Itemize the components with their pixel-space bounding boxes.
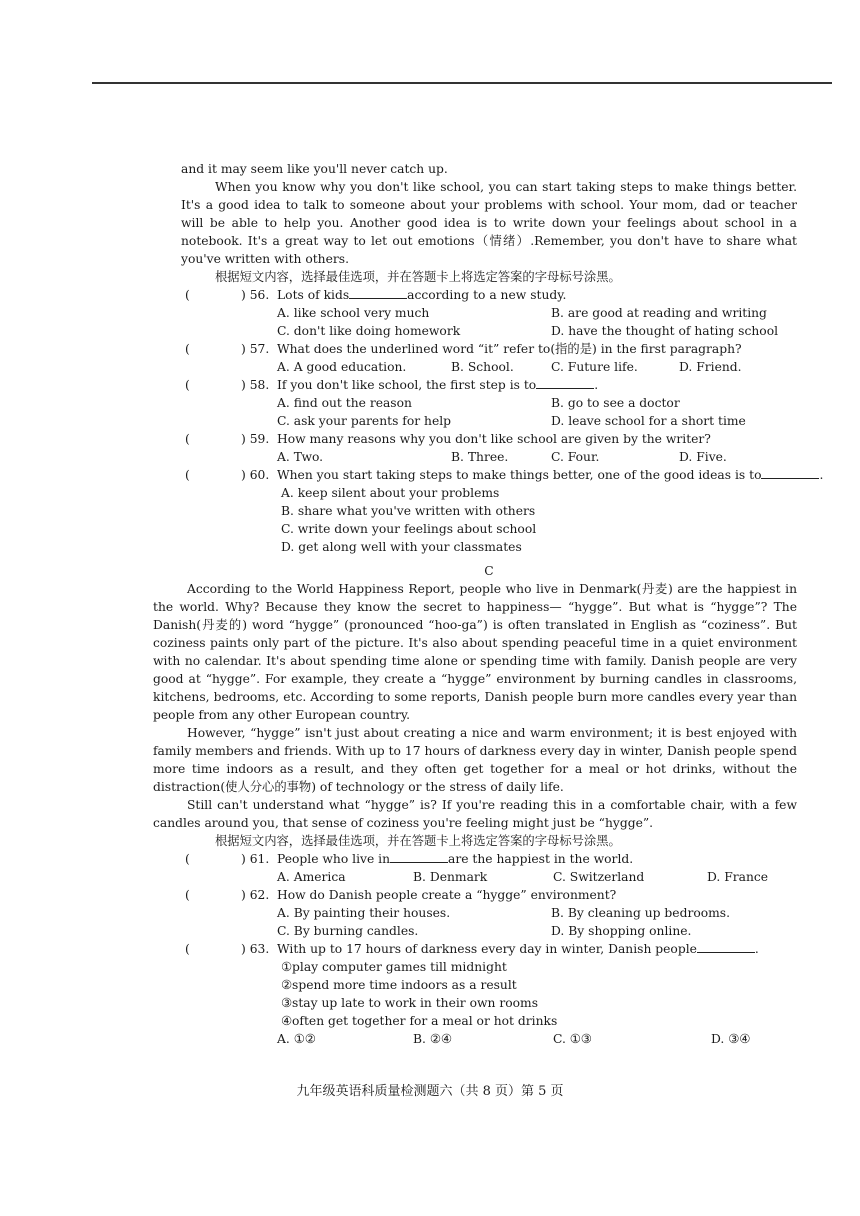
option-a: A. find out the reason: [277, 396, 412, 410]
option-b: B. School.: [451, 360, 514, 374]
question-stem: If you don't like school, the first step is to .: [277, 378, 599, 392]
question-number: ) 60.: [241, 468, 270, 482]
question-stem: What does the underlined word “it” refer to(指的是) in the first paragraph?: [277, 342, 742, 356]
options-58-row1: [181, 394, 797, 412]
option-c: C. ①③: [553, 1032, 592, 1046]
question-number: ) 63.: [241, 942, 270, 956]
answer-paren: (: [185, 852, 190, 866]
options-61: [181, 868, 797, 886]
option-b: B. Three.: [451, 450, 509, 464]
option-c: C. Switzerland: [553, 870, 645, 884]
answer-blank: [349, 286, 407, 299]
question-57: [181, 340, 797, 358]
options-62-row1: [181, 904, 797, 922]
option-a: A. Two.: [277, 450, 324, 464]
question-number: ) 56.: [241, 288, 270, 302]
sub-option-2: ②spend more time indoors as a result: [281, 978, 517, 992]
question-number: ) 57.: [241, 342, 270, 356]
option-d: D. get along well with your classmates: [281, 540, 522, 554]
option-c: C. By burning candles.: [277, 924, 419, 938]
answer-paren: (: [185, 432, 190, 446]
question-61: [181, 850, 797, 868]
page-content: [153, 160, 824, 1048]
instruction-c: 根据短文内容，选择最佳选项，并在答题卡上将选定答案的字母标号涂黑。: [215, 834, 621, 848]
question-62: [181, 886, 797, 904]
question-stem: With up to 17 hours of darkness every day in winter, Danish people .: [277, 942, 759, 956]
answer-paren: (: [185, 888, 190, 902]
sub-option-4: ④often get together for a meal or hot drinks: [281, 1014, 558, 1028]
sub-option-3: ③stay up late to work in their own rooms: [281, 996, 539, 1010]
answer-blank: [761, 466, 819, 479]
answer-paren: (: [185, 378, 190, 392]
instruction-b: 根据短文内容，选择最佳选项，并在答题卡上将选定答案的字母标号涂黑。: [215, 270, 621, 284]
page-footer: 九年级英语科质量检测题六（共 8 页）第 5 页: [296, 1084, 564, 1099]
option-d: D. France: [707, 870, 769, 884]
options-56-row2: [181, 322, 797, 340]
options-62-row2: [181, 922, 797, 940]
option-c: C. ask your parents for help: [277, 414, 452, 428]
answer-paren: (: [185, 468, 190, 482]
option-b: B. By cleaning up bedrooms.: [551, 906, 731, 920]
passage-c-paragraph-3: Still can't understand what “hygge” is? If you're reading this in a comfortable chair, with a few candles around you, that sense of coziness you're feeling might just be “hygge”.: [153, 798, 797, 830]
sub-option-1: ①play computer games till midnight: [281, 960, 507, 974]
option-c: C. Four.: [551, 450, 600, 464]
answer-paren: (: [185, 342, 190, 356]
option-b: B. go to see a doctor: [551, 396, 680, 410]
question-stem: People who live in are the happiest in the world.: [277, 852, 634, 866]
answer-paren: (: [185, 288, 190, 302]
option-d: D. By shopping online.: [551, 924, 692, 938]
question-stem: How do Danish people create a “hygge” environment?: [277, 888, 617, 902]
option-a: A. ①②: [277, 1032, 316, 1046]
option-b: B. are good at reading and writing: [551, 306, 767, 320]
answer-paren: (: [185, 942, 190, 956]
option-a: A. A good education.: [277, 360, 407, 374]
question-63: [181, 940, 797, 958]
option-d: D. Friend.: [679, 360, 742, 374]
option-b: B. Denmark: [413, 870, 488, 884]
question-number: ) 61.: [241, 852, 270, 866]
question-stem: Lots of kids according to a new study.: [277, 288, 567, 302]
question-number: ) 62.: [241, 888, 270, 902]
passage-c-paragraph-2: However, “hygge” isn't just about creating a nice and warm environment; it is best enjoyed with family members and friends. With up to 17 hours of darkness every day in winter, Danish people spend more time indoors as a result, and they often get together for a meal or hot drinks, without the distraction(使人分心的事物) of technology or the stress of daily life.: [153, 726, 797, 794]
option-a: A. By painting their houses.: [277, 906, 451, 920]
option-a: A. like school very much: [277, 306, 430, 320]
top-rule: [92, 82, 832, 84]
question-60: [181, 466, 824, 484]
options-57: [181, 358, 797, 376]
option-c: C. Future life.: [551, 360, 638, 374]
option-b: B. share what you've written with others: [281, 504, 536, 518]
question-stem: How many reasons why you don't like school are given by the writer?: [277, 432, 711, 446]
option-b: B. ②④: [413, 1032, 452, 1046]
option-d: D. have the thought of hating school: [551, 324, 779, 338]
question-number: ) 59.: [241, 432, 270, 446]
passage-c: [153, 580, 797, 832]
option-d: D. Five.: [679, 450, 727, 464]
question-58: [181, 376, 797, 394]
options-59: [181, 448, 797, 466]
options-58-row2: [181, 412, 797, 430]
option-d: D. ③④: [711, 1032, 751, 1046]
option-d: D. leave school for a short time: [551, 414, 746, 428]
answer-blank: [697, 940, 755, 953]
answer-blank: [536, 376, 594, 389]
passage-c-paragraph-1: According to the World Happiness Report, people who live in Denmark(丹麦) are the happiest in the world. Why? Because they know the secret to happiness— “hygge”. But what is “hygge”? The Danish(丹麦的) word “hygge” (pronounced “hoo-ga”) is often translated in English as “coziness”. But coziness paints only part of the picture. It's also about spending peaceful time in a quiet environment with no calendar. It's about spending time alone or spending time with family. Danish people are very good at “hygge”. For example, they create a “hygge” environment by burning candles in classrooms, kitchens, bedrooms, etc. According to some reports, Danish people burn more candles every year than people from any other European country.: [153, 582, 797, 722]
answer-blank: [390, 850, 448, 863]
option-c: C. don't like doing homework: [277, 324, 461, 338]
question-56: [181, 286, 797, 304]
intro-line: and it may seem like you'll never catch up.: [181, 162, 448, 176]
passage-b-paragraph: When you know why you don't like school, you can start taking steps to make things better. It's a good idea to talk to someone about your problems with school. Your mom, dad or teacher will be able to help you. Another good idea is to write down your feelings about school in a notebook. It's a great way to let out emotions（情绪）.Remember, you don't have to share what you've written with others.: [181, 180, 797, 266]
option-c: C. write down your feelings about school: [281, 522, 537, 536]
question-stem: When you start taking steps to make things better, one of the good ideas is to .: [277, 468, 824, 482]
options-56-row1: [181, 304, 797, 322]
question-number: ) 58.: [241, 378, 270, 392]
option-a: A. keep silent about your problems: [281, 486, 500, 500]
question-59: [181, 430, 797, 448]
options-63: [181, 1030, 797, 1048]
option-a: A. America: [277, 870, 346, 884]
section-c-heading: C: [484, 564, 494, 578]
